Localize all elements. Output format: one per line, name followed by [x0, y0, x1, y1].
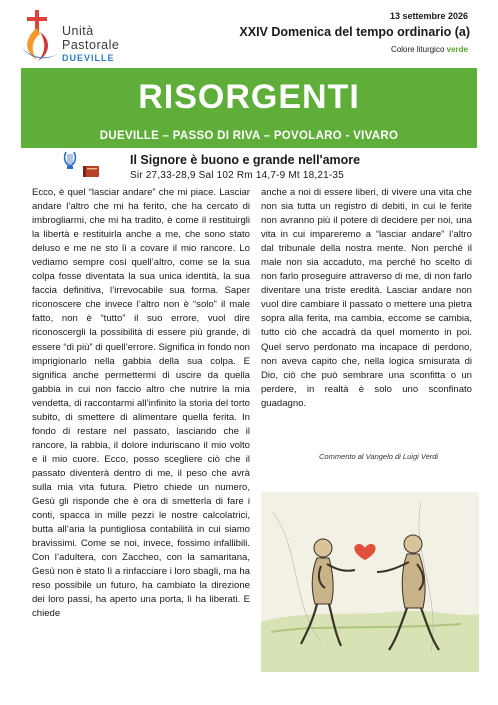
reading-references: Sir 27,33-28,9 Sal 102 Rm 14,7-9 Mt 18,21-35 [130, 170, 344, 181]
lyre-and-book-icon [62, 150, 107, 184]
parish-logo [18, 8, 138, 68]
liturgical-color [391, 45, 468, 54]
article-column-left: Ecco, è quel “lasciar andare” che mi piace. Lasciar andare l’altro che mi ha ferito, che ha cercato di imbrogliarmi, che mi ha tradito, è come il restituirgli la libertà e restituirla anche a me, che sono stato deluso e me ne sto lì a covare il mio rancore. Lo vediamo sempre così quell’altro, come se la sua colpa fosse diventata la sua unica identità, la sua faccia definitiva, l’irrevocabile sua forma. Saper riconoscere che invece l’altro non è “solo” il male fatto, non è “tutto” il suo errore, vuol dire riconoscergli la possibilità di essere più grande, di essere “di più” di quell’errore. Significa in fondo non imprigionarlo nella gabbia della sua colpa. E significa anche permettermi di uscire da quella gabbia in cui non faccio altro che nutrire la mia vendetta, di raccontarmi all’infinito la storia del torto subito, di smettere di alimentare quella ferita. In fondo di restare nel passato, lasciando che il rancore, la rabbia, il dolore induriscano il mio volto e il mio cuore. Ecco, posso scegliere ciò che il passato diventerà dentro di me, il peso che avrà sulla mia vita futura. Pietro chiede un numero, Gesù gli risponde che è ora di smetterla di fare i conti, spacca in mille pezzi le nostre calcolatrici, butta all’aria la puntigliosa contabilità in cui siamo bravissimi. Come se noi, invece, fossimo infallibili. Con l’adultera, con Zaccheo, con la samaritana, Gesù non è stato lì a rinfacciare i loro sbagli, ma ha reso possibile un futuro, ha cambiato la direzione dei loro passi, ha aperto una porta, lì ha liberati. E chiede [32, 187, 250, 620]
logo-line-3: DUEVILLE [62, 53, 115, 63]
logo-line-2: Pastorale [62, 38, 120, 52]
issue-date: 13 settembre 2026 [389, 11, 468, 21]
reading-icons [62, 150, 107, 184]
masthead-title: RISORGENTI [138, 78, 360, 116]
psalm-motto: Il Signore è buono e grande nell'amore [130, 153, 361, 167]
forgiveness-illustration [261, 492, 479, 672]
liturgical-color-value: verde [446, 45, 468, 54]
article-column-right: anche a noi di essere liberi, di vivere una vita che non sia tutta un registro di debiti, in cui le ferite non avranno più il potere di decidere per noi, una vita in cui impareremo a “lasciar andare” l’altro dal tribunale della nostra mente. Non perché il male non sia accaduto, ma perché ho scelto di non farlo proseguire attraverso di me, di non farlo diventare una triste eredità. Lasciar andare non vuol dire cambiare il passato o mettere una pietra sopra alla ferita, ma cambia, eccome se cambia, tutto ciò che accadrà da quel momento in poi. Quel servo perdonato ma incapace di perdono, non aveva capito che, nella logica smisurata di Dio, ciò che può sembrare una sconfitta o un perdere, in realtà è solo uno sconfinato guadagno. [261, 187, 472, 409]
cross-flame-logo-icon [18, 8, 62, 64]
commentary-credit: Commento al Vangelo di Luigi Verdi [319, 452, 439, 461]
logo-line-1: Unità [62, 24, 94, 38]
masthead-subtitle: DUEVILLE – PASSO DI RIVA – POVOLARO - VIVARO [99, 130, 399, 142]
two-men-embrace-drawing [261, 492, 479, 672]
liturgical-color-label: Colore liturgico [391, 45, 445, 54]
heart-icon [354, 544, 375, 560]
masthead-banner [21, 68, 477, 148]
sunday-title: XXIV Domenica del tempo ordinario (a) [239, 25, 470, 39]
